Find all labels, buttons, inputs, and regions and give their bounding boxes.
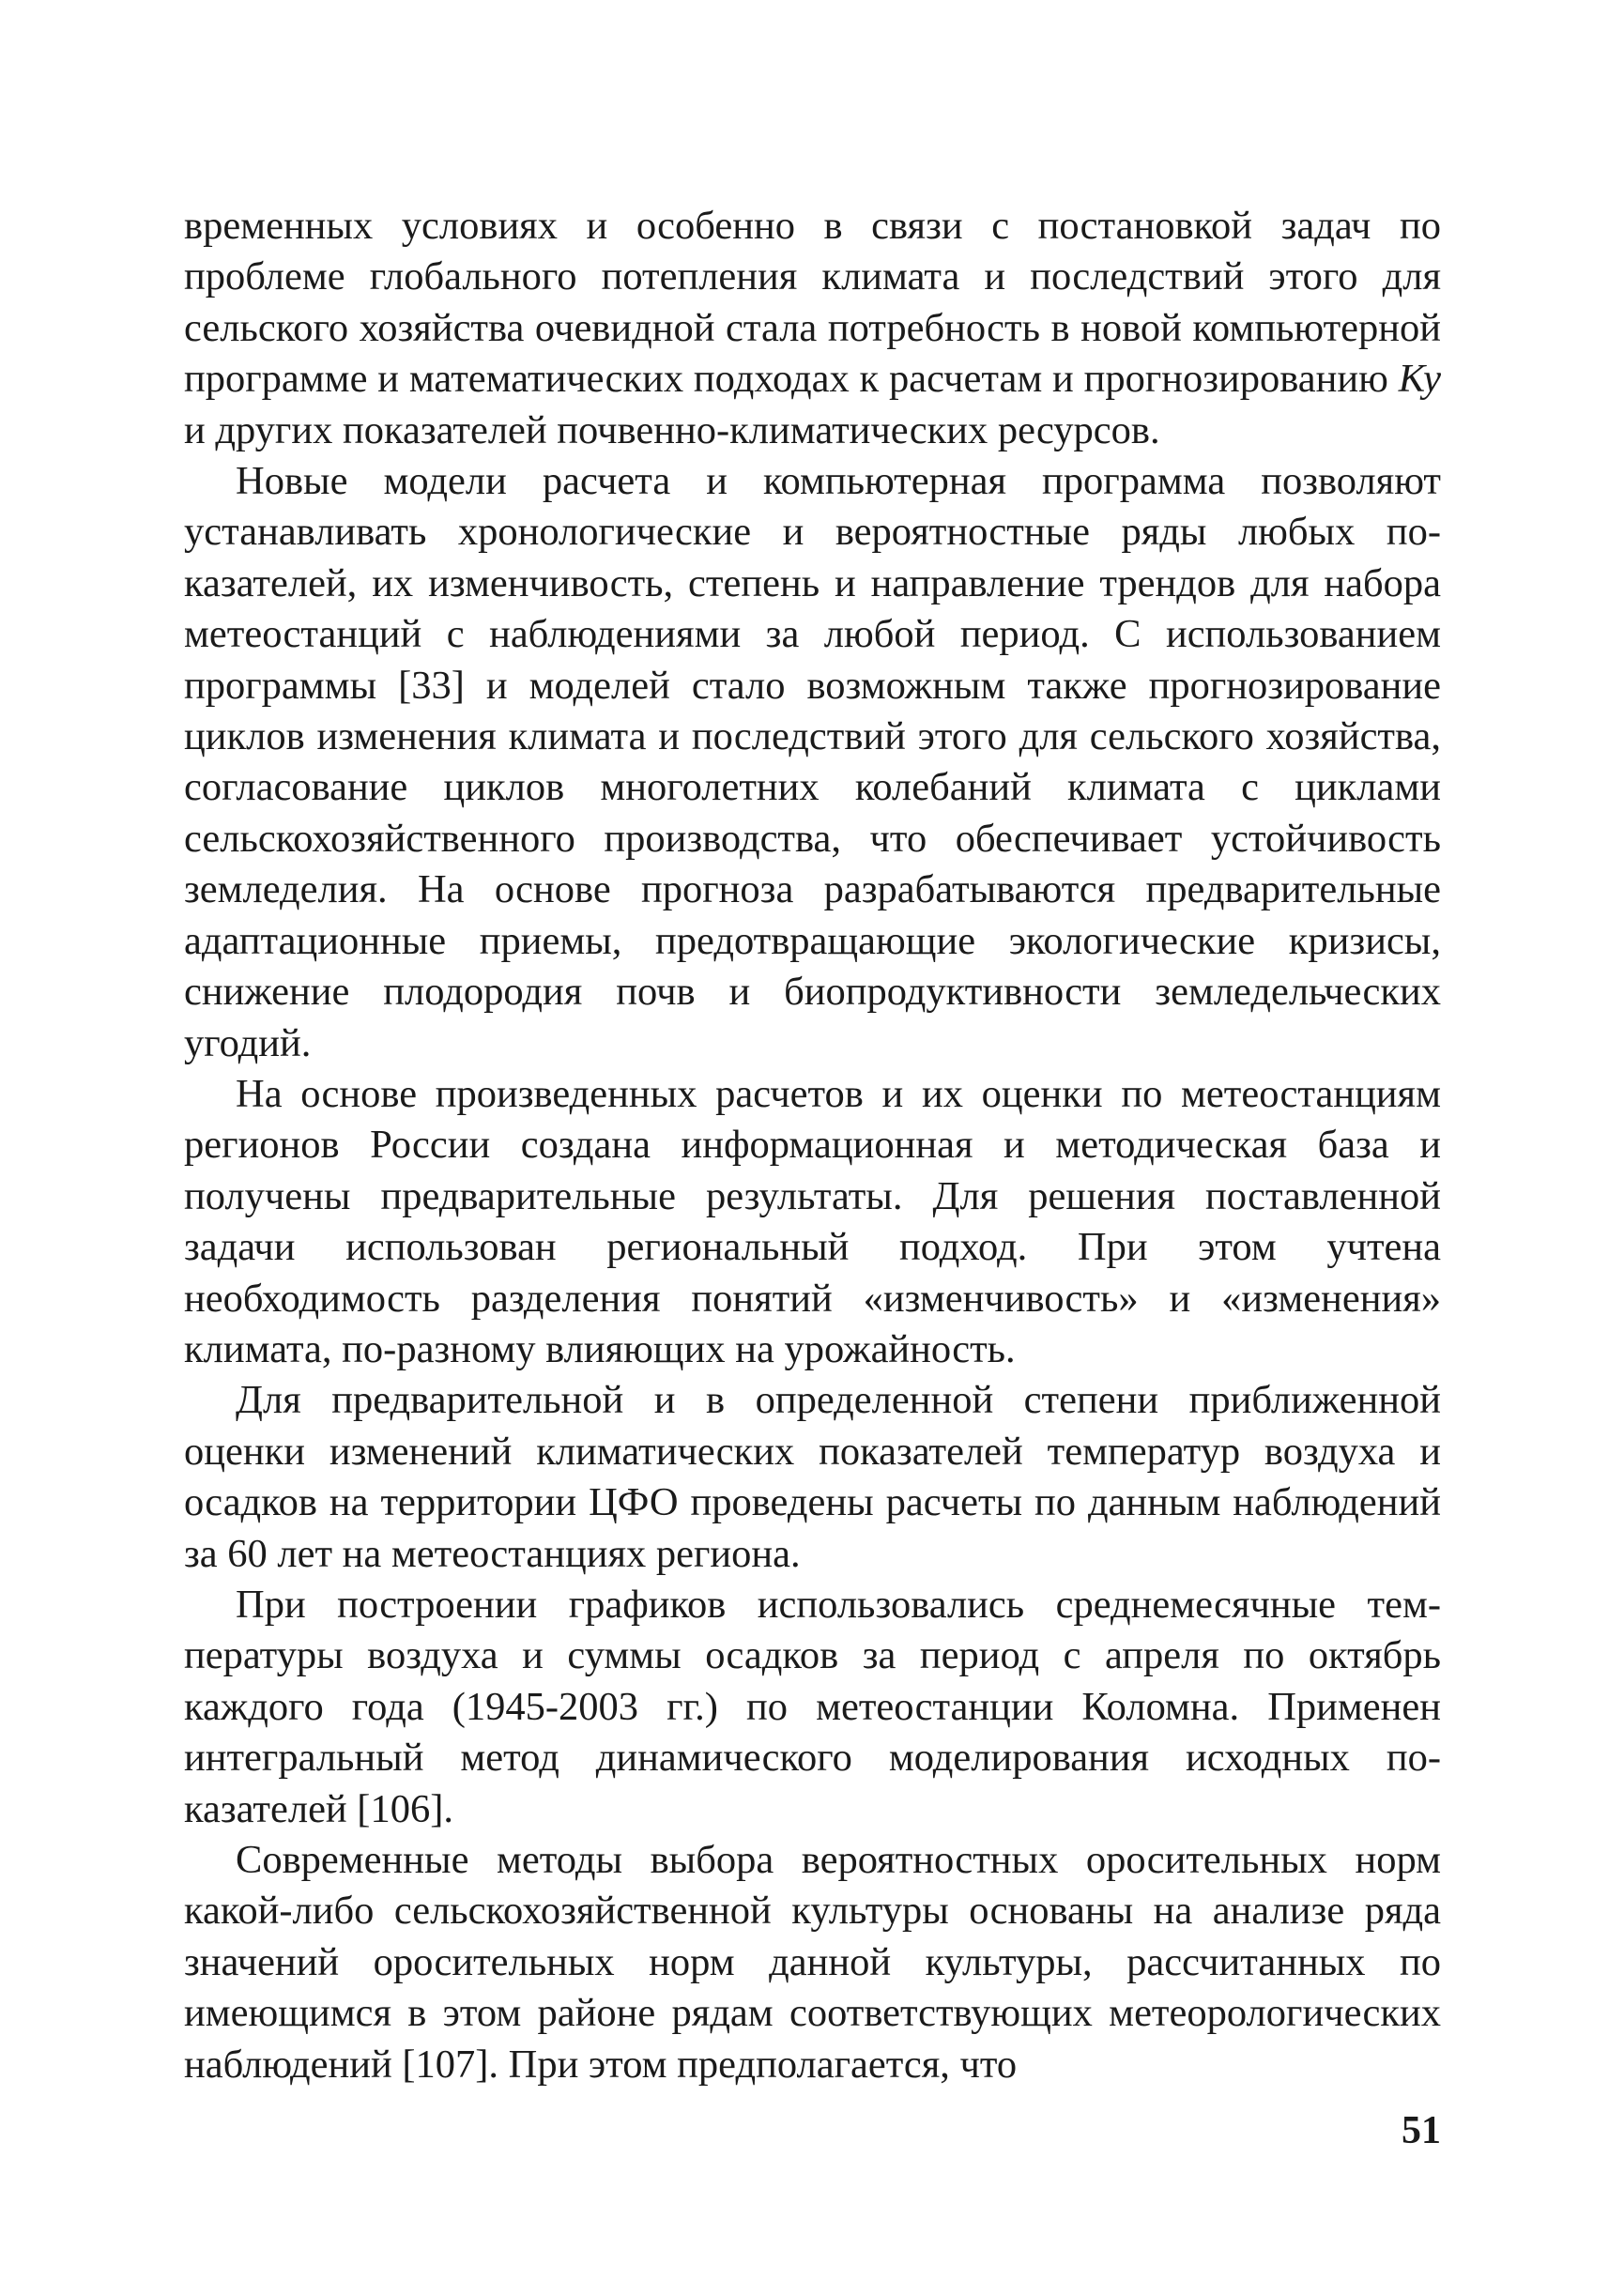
paragraph-3: На основе произведенных расчетов и их оценки по метеостанциям регионов России создана информационная и методическая база и получены предварительные результаты. Для решения поставленной задачи использован региональный подход. При этом учтена необходимость разделения понятий «изменчивость» и «изменения» климата, по-разному влияющих на урожайность. — [184, 1071, 1441, 1371]
page-body — [184, 201, 1441, 2090]
paragraph-5: При построении графиков использовались среднемесячные температуры воздуха и суммы осадков за период с апреля по октябрь каждого года (1945-2003 гг.) по метеостанции Коломна. Применен интегральный метод динамического моделирования исходных показателей [106]. — [184, 1582, 1441, 1831]
paragraph-6: Современные методы выбора вероятностных оросительных норм какой-либо сельскохозяйственной культуры основаны на анализе ряда значений оросительных норм данной культуры, рассчитанных по имеющимся в этом районе рядам соответствующих метеорологических наблюдений [107]. При этом предполагается, что — [184, 1838, 1441, 2087]
paragraph-1-text: временных условиях и особенно в связи с постановкой задач по проблеме глобального потепления климата и последствий этого для сельского хозяйства очевидной стала потребность в новой компьютерной программе и математических подходах к расчетам и прогнозированию — [184, 204, 1441, 402]
page-number: 51 — [1402, 2109, 1441, 2152]
paragraph-1-italic-term: Ку — [1398, 357, 1441, 402]
paragraph-4: Для предварительной и в определенной степени приближенной оценки изменений климатических показателей температур воздуха и осадков на территории ЦФО проведены расчеты по данным наблюдений за 60 лет на метеостанциях региона. — [184, 1378, 1441, 1576]
paragraph-1-text-after: и других показателей почвенно-климатических ресурсов. — [184, 407, 1160, 452]
paragraph-2: Новые модели расчета и компьютерная программа позволяют устанавливать хронологические и вероятностные ряды любых показателей, их изменчивость, степень и направление трендов для набора метеостанций с наблюдениями за любой период. С использованием программы [33] и моделей стало возможным также прогнозирование циклов изменения климата и последствий этого для сельского хозяйства, согласование циклов многолетних колебаний климата с циклами сельскохозяйственного производства, что обеспечивает устойчивость земледелия. На основе прогноза разрабатываются предварительные адаптационные приемы, предотвращающие экологические кризисы, снижение плодородия почв и биопродуктивности земледельческих угодий. — [184, 459, 1441, 1065]
paragraph-1 — [184, 201, 1441, 456]
